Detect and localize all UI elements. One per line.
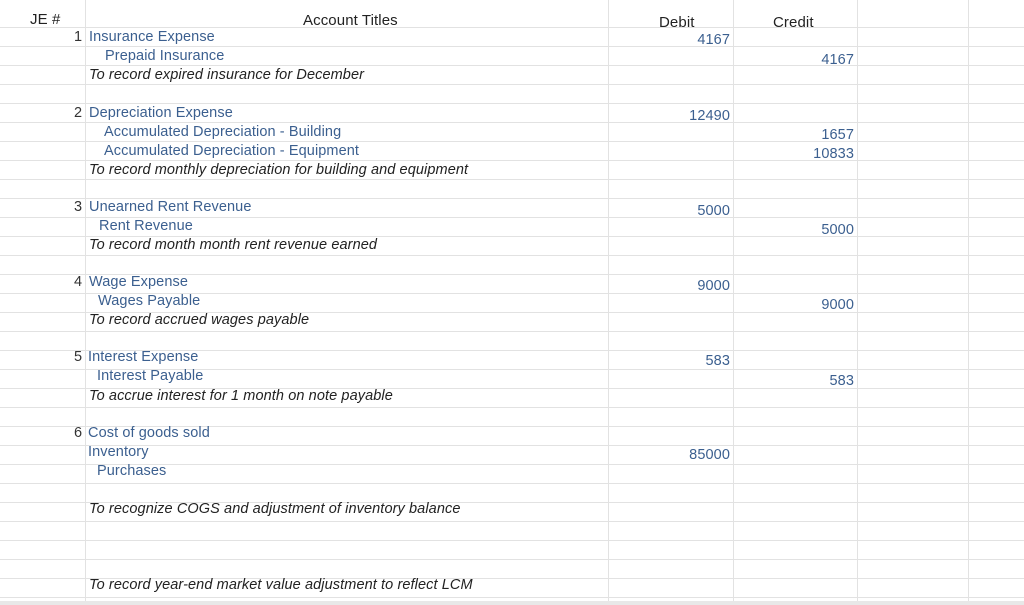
entry-5-memo[interactable]: To accrue interest for 1 month on note payable xyxy=(89,388,393,404)
entry-4-credit-account[interactable]: Wages Payable xyxy=(98,293,201,309)
header-je-number[interactable]: JE # xyxy=(30,11,61,28)
header-credit[interactable]: Credit xyxy=(773,14,814,31)
header-account-titles[interactable]: Account Titles xyxy=(303,12,398,29)
entry-1-debit-account[interactable]: Insurance Expense xyxy=(89,29,215,45)
entry-3-number[interactable]: 3 xyxy=(74,199,83,215)
entry-2-credit-account-2[interactable]: Accumulated Depreciation - Equipment xyxy=(104,143,360,159)
entry-4-number[interactable]: 4 xyxy=(74,274,83,290)
entry-2-memo[interactable]: To record monthly depreciation for building and equipment xyxy=(89,162,469,178)
entry-2-debit-amount[interactable]: 12490 xyxy=(689,108,730,124)
entry-5-number[interactable]: 5 xyxy=(74,349,83,365)
entry-1-debit-amount[interactable]: 4167 xyxy=(697,32,730,48)
entry-3-memo[interactable]: To record month month rent revenue earned xyxy=(89,237,378,253)
column-divider xyxy=(968,0,969,605)
entry-1-memo[interactable]: To record expired insurance for December xyxy=(89,67,365,83)
entry-5-credit-amount[interactable]: 583 xyxy=(829,373,854,389)
entry-6-debit-account[interactable]: Cost of goods sold xyxy=(88,425,210,441)
entry-6-debit-amount[interactable]: 85000 xyxy=(689,447,730,463)
column-divider xyxy=(733,0,734,605)
column-divider xyxy=(608,0,609,605)
entry-2-credit-account-1[interactable]: Accumulated Depreciation - Building xyxy=(104,124,342,140)
entry-2-debit-account[interactable]: Depreciation Expense xyxy=(89,105,233,121)
entry-4-debit-account[interactable]: Wage Expense xyxy=(89,274,188,290)
entry-2-number[interactable]: 2 xyxy=(74,105,83,121)
column-divider xyxy=(857,0,858,605)
entry-1-credit-amount[interactable]: 4167 xyxy=(821,52,854,68)
column-divider xyxy=(85,0,86,605)
entry-3-credit-account[interactable]: Rent Revenue xyxy=(99,218,193,234)
entry-6-credit-account-2[interactable]: Purchases xyxy=(97,463,167,479)
entry-5-debit-amount[interactable]: 583 xyxy=(705,353,730,369)
entry-6-number[interactable]: 6 xyxy=(74,425,83,441)
entry-5-debit-account[interactable]: Interest Expense xyxy=(88,349,199,365)
entry-1-number[interactable]: 1 xyxy=(74,29,83,45)
entry-4-memo[interactable]: To record accrued wages payable xyxy=(89,312,310,328)
entry-6-credit-account-1[interactable]: Inventory xyxy=(88,444,149,460)
entry-3-debit-account[interactable]: Unearned Rent Revenue xyxy=(89,199,252,215)
entry-5-credit-account[interactable]: Interest Payable xyxy=(97,368,204,384)
entry-4-debit-amount[interactable]: 9000 xyxy=(697,278,730,294)
header-debit[interactable]: Debit xyxy=(659,14,695,31)
entry-4-credit-amount[interactable]: 9000 xyxy=(821,297,854,313)
sheet-bottom-edge xyxy=(0,601,1024,605)
entry-3-debit-amount[interactable]: 5000 xyxy=(697,203,730,219)
entry-3-credit-amount[interactable]: 5000 xyxy=(821,222,854,238)
entry-2-credit-amount-1[interactable]: 1657 xyxy=(821,127,854,143)
lcm-adjustment-memo[interactable]: To record year-end market value adjustment to reflect LCM xyxy=(89,577,473,593)
entry-6-memo[interactable]: To recognize COGS and adjustment of inventory balance xyxy=(89,501,461,517)
entry-1-credit-account[interactable]: Prepaid Insurance xyxy=(105,48,225,64)
entry-2-credit-amount-2[interactable]: 10833 xyxy=(813,146,854,162)
